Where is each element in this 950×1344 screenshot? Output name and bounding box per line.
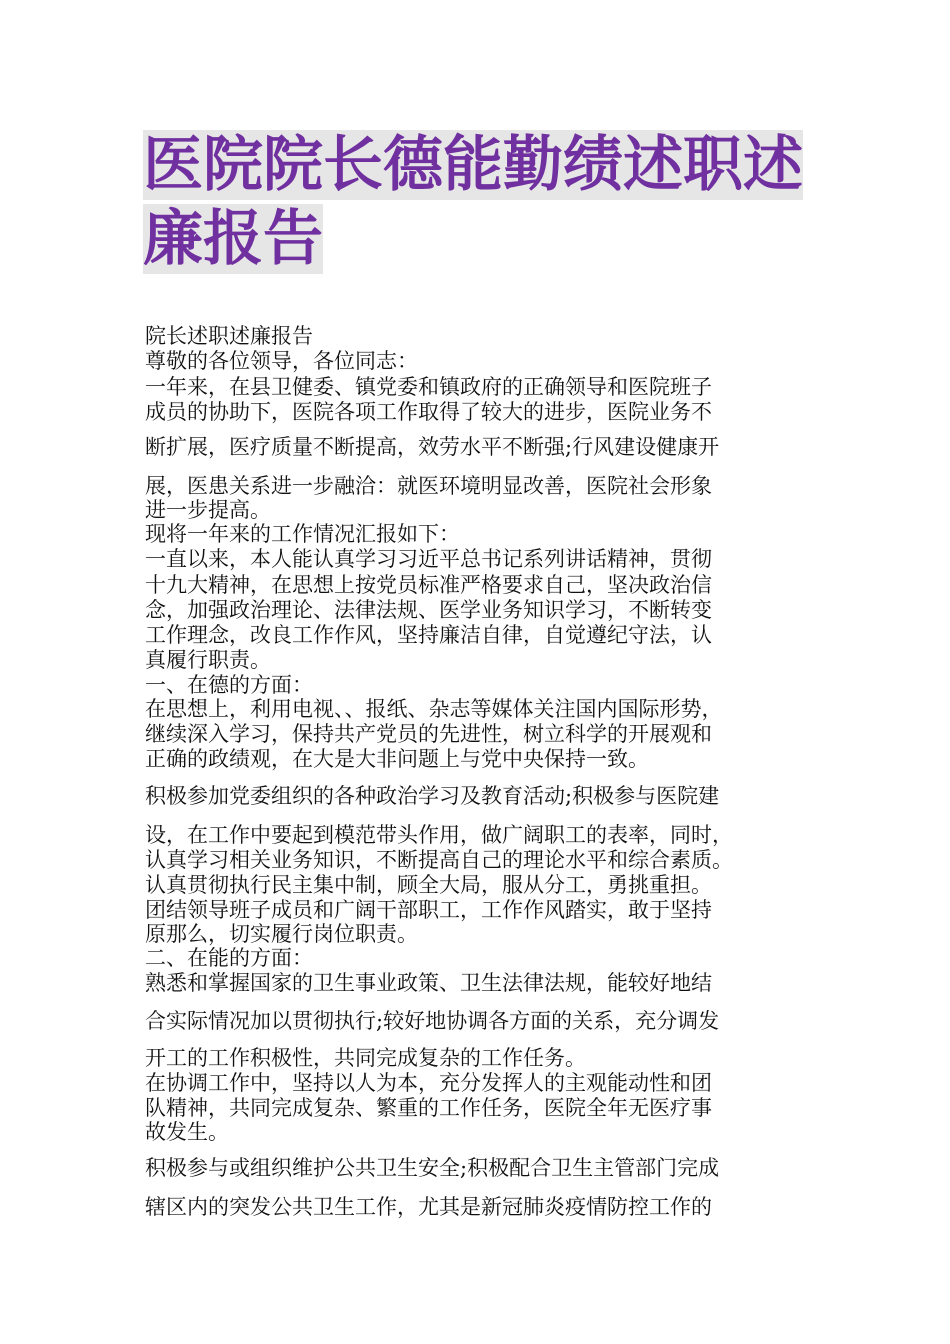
text-line: 辖区内的突发公共卫生工作，尤其是新冠肺炎疫情防控工作的 [145,1195,712,1219]
text-line: 展，医患关系进一步融洽：就医环境明显改善，医院社会形象 [145,474,712,498]
text-line: 进一步提高。 [145,498,271,522]
text-line: 在思想上，利用电视、、报纸、杂志等媒体关注国内国际形势， [145,697,723,721]
text-line: 积极参加党委组织的各种政治学习及教育活动;积极参与医院建 [145,784,720,808]
text-line: 尊敬的各位领导，各位同志： [145,349,418,373]
text-line: 成员的协助下，医院各项工作取得了较大的进步，医院业务不 [145,400,712,424]
text-line: 真履行职责。 [145,648,271,672]
text-line: 工作理念，改良工作作风，坚持廉洁自律，自觉遵纪守法，认 [145,623,712,647]
text-line: 现将一年来的工作情况汇报如下： [145,522,460,546]
text-line: 开工的工作积极性，共同完成复杂的工作任务。 [145,1046,586,1070]
section-heading: 一、在德的方面： [145,673,313,697]
document-title [143,128,843,276]
text-line: 队精神，共同完成复杂、繁重的工作任务，医院全年无医疗事 [145,1096,712,1120]
text-line: 在协调工作中，坚持以人为本，充分发挥人的主观能动性和团 [145,1071,712,1095]
text-line: 合实际情况加以贯彻执行;较好地协调各方面的关系，充分调发 [145,1009,720,1033]
text-line: 熟悉和掌握国家的卫生事业政策、卫生法律法规，能较好地结 [145,971,712,995]
text-line: 一直以来，本人能认真学习习近平总书记系列讲话精神，贯彻 [145,547,712,571]
text-line: 正确的政绩观，在大是大非问题上与党中央保持一致。 [145,747,649,771]
text-line: 团结领导班子成员和广阔干部职工，工作作风踏实，敢于坚持 [145,898,712,922]
text-line: 念，加强政治理论、法律法规、医学业务知识学习，不断转变 [145,598,712,622]
text-line: 继续深入学习，保持共产党员的先进性，树立科学的开展观和 [145,722,712,746]
text-line: 认真学习相关业务知识，不断提高自己的理论水平和综合素质。 [145,848,733,872]
text-line: 院长述职述廉报告 [145,324,313,348]
text-line: 认真贯彻执行民主集中制，顾全大局，服从分工，勇挑重担。 [145,873,712,897]
text-line: 一年来，在县卫健委、镇党委和镇政府的正确领导和医院班子 [145,375,712,399]
text-line: 故发生。 [145,1120,229,1144]
document-title-text: 医院院长德能勤绩述职述廉报告 [143,130,803,274]
text-line: 原那么，切实履行岗位职责。 [145,922,418,946]
text-line: 积极参与或组织维护公共卫生安全;积极配合卫生主管部门完成 [145,1156,720,1180]
text-line: 设，在工作中要起到模范带头作用，做广阔职工的表率，同时， [145,823,733,847]
text-line: 断扩展，医疗质量不断提高，效劳水平不断强;行风建设健康开 [145,435,720,459]
text-line: 十九大精神，在思想上按党员标准严格要求自己，坚决政治信 [145,573,712,597]
section-heading: 二、在能的方面： [145,946,313,970]
